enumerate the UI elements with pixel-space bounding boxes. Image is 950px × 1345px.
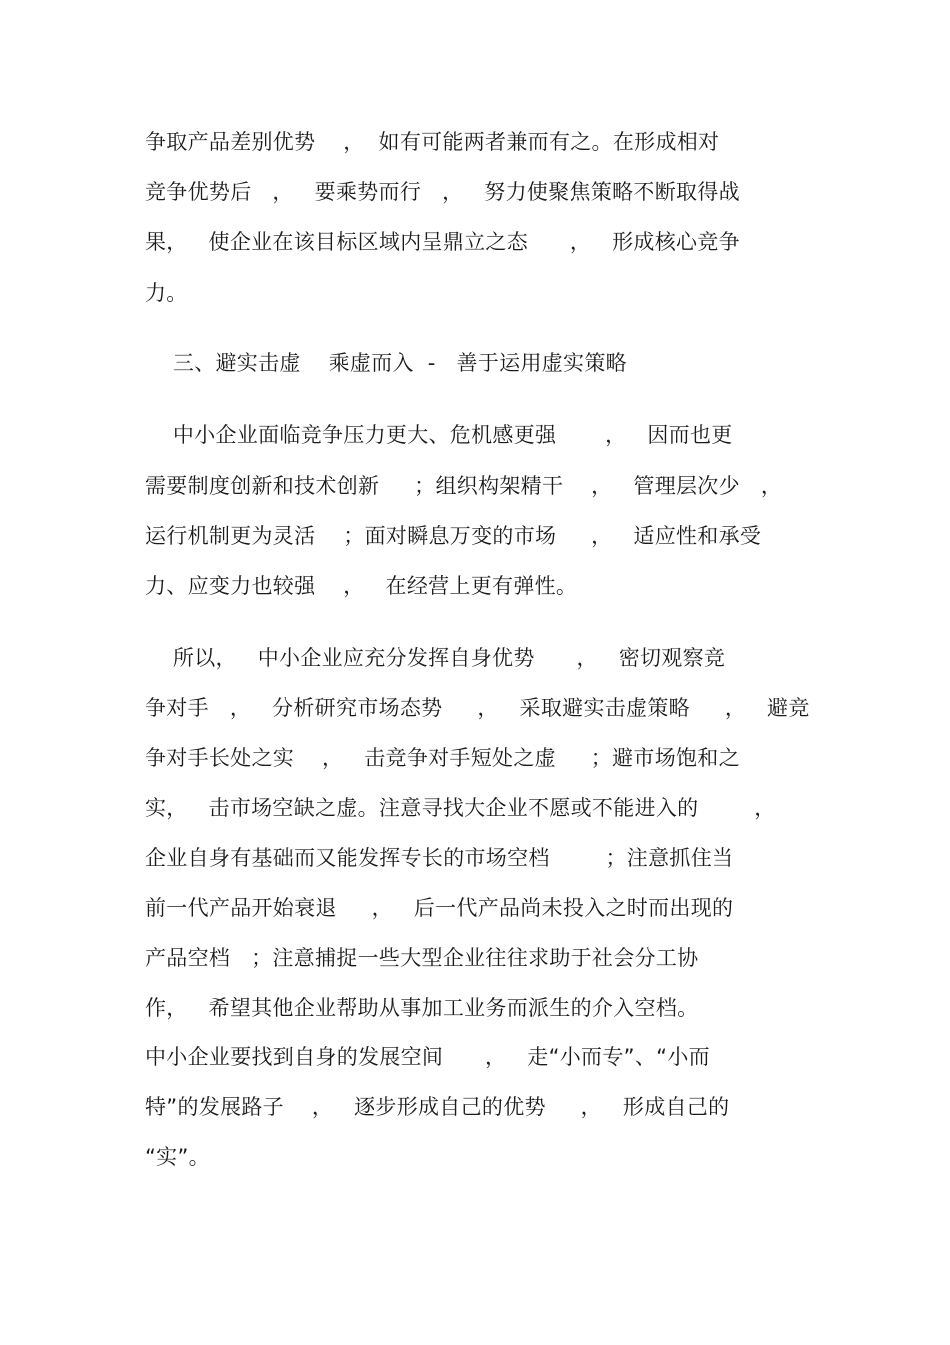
text-line: 中小企业要找到自身的发展空间 ， 走“小而专”、“小而 bbox=[145, 1045, 710, 1069]
text-line: 竞争优势后 ， 要乘势而行 ， 努力使聚焦策略不断取得战 bbox=[145, 180, 740, 204]
text-line: “实”。 bbox=[145, 1145, 210, 1169]
text-line: 运行机制更为灵活 ；面对瞬息万变的市场 ， 适应性和承受 bbox=[145, 524, 762, 548]
text-line: 争对手 ， 分析研究市场态势 ， 采取避实击虚策略 ， 避竞 bbox=[145, 696, 810, 720]
text-line: 企业自身有基础而又能发挥专长的市场空档 ；注意抓住当 bbox=[145, 846, 734, 870]
text-line: 作， 希望其他企业帮助从事加工业务而派生的介入空档。 bbox=[145, 996, 699, 1020]
text-line: 前一代产品开始衰退 ， 后一代产品尚未投入之时而出现的 bbox=[145, 896, 734, 920]
text-line: 实， 击市场空缺之虚。注意寻找大企业不愿或不能进入的 ， bbox=[145, 796, 776, 820]
text-line: 力。 bbox=[145, 281, 188, 305]
section-heading: 三、避实击虚 乘虚而入 - 善于运用虚实策略 bbox=[145, 351, 627, 375]
text-line: 果， 使企业在该目标区域内呈鼎立之态 ， 形成核心竞争 bbox=[145, 230, 740, 254]
text-line: 所以， 中小企业应充分发挥自身优势 ， 密切观察竞 bbox=[145, 646, 726, 670]
text-line: 需要制度创新和技术创新 ；组织构架精干 ， 管理层次少 ， bbox=[145, 474, 783, 498]
text-line: 产品空档 ；注意捕捉一些大型企业往往求助于社会分工协 bbox=[145, 946, 699, 970]
text-line: 特”的发展路子 ， 逐步形成自己的优势 ， 形成自己的 bbox=[145, 1095, 730, 1119]
text-line: 力、应变力也较强 ， 在经营上更有弹性。 bbox=[145, 574, 578, 598]
text-line: 争取产品差别优势 ， 如有可能两者兼而有之。在形成相对 bbox=[145, 130, 720, 154]
text-line: 争对手长处之实 ， 击竞争对手短处之虚 ；避市场饱和之 bbox=[145, 746, 740, 770]
text-line: 中小企业面临竞争压力更大、危机感更强 ， 因而也更 bbox=[145, 423, 733, 447]
